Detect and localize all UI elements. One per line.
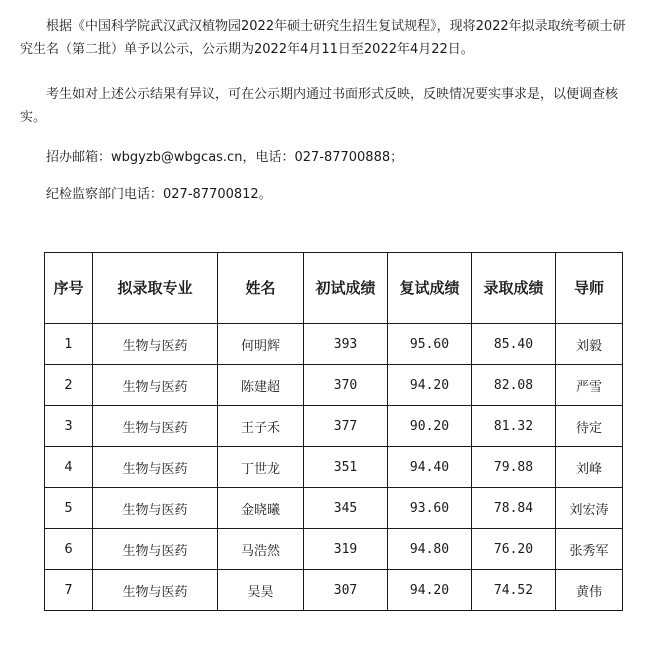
cell-advisor: 严雪	[556, 365, 623, 406]
notice-paragraph-objection: 考生如对上述公示结果有异议，可在公示期内通过书面形式反映，反映情况要实事求是，以便调查核实。	[20, 87, 619, 125]
cell-admission-score: 78.84	[472, 488, 556, 529]
cell-admission-score: 74.52	[472, 570, 556, 611]
cell-seq: 2	[45, 365, 93, 406]
cell-advisor: 黄伟	[556, 570, 623, 611]
cell-initial-score: 351	[304, 447, 388, 488]
header-major: 拟录取专业	[93, 253, 218, 324]
cell-major: 生物与医药	[93, 365, 218, 406]
cell-retest-score: 94.20	[388, 570, 472, 611]
cell-retest-score: 95.60	[388, 324, 472, 365]
cell-major: 生物与医药	[93, 488, 218, 529]
table-row	[45, 529, 623, 570]
cell-advisor: 刘毅	[556, 324, 623, 365]
table-row	[45, 488, 623, 529]
header-admission-score: 录取成绩	[472, 253, 556, 324]
cell-admission-score: 79.88	[472, 447, 556, 488]
table-header-row	[45, 253, 623, 324]
cell-name: 马浩然	[218, 529, 304, 570]
table-row	[45, 324, 623, 365]
cell-name: 丁世龙	[218, 447, 304, 488]
table-row	[45, 365, 623, 406]
cell-name: 吴昊	[218, 570, 304, 611]
notice-paragraph-contact-email: 招办邮箱：wbgyzb@wbgcas.cn，电话：027-87700888；	[46, 150, 404, 165]
cell-major: 生物与医药	[93, 447, 218, 488]
table-row	[45, 406, 623, 447]
cell-seq: 3	[45, 406, 93, 447]
cell-admission-score: 76.20	[472, 529, 556, 570]
cell-admission-score: 82.08	[472, 365, 556, 406]
cell-major: 生物与医药	[93, 570, 218, 611]
cell-initial-score: 377	[304, 406, 388, 447]
cell-initial-score: 393	[304, 324, 388, 365]
admission-table	[44, 252, 623, 611]
header-initial-score: 初试成绩	[304, 253, 388, 324]
notice-paragraph-intro: 根据《中国科学院武汉武汉植物园2022年硕士研究生招生复试规程》，现将2022年拟录取统考硕士研究生名（第二批）单予以公示，公示期为2022年4月11日至2022年4月22日。	[20, 19, 626, 57]
cell-admission-score: 85.40	[472, 324, 556, 365]
cell-name: 何明辉	[218, 324, 304, 365]
cell-name: 金晓曦	[218, 488, 304, 529]
table-row	[45, 447, 623, 488]
header-name: 姓名	[218, 253, 304, 324]
cell-name: 王子禾	[218, 406, 304, 447]
cell-advisor: 刘宏涛	[556, 488, 623, 529]
cell-major: 生物与医药	[93, 324, 218, 365]
notice-paragraph-discipline-phone: 纪检监察部门电话：027-87700812。	[46, 187, 272, 202]
cell-retest-score: 94.80	[388, 529, 472, 570]
cell-name: 陈建超	[218, 365, 304, 406]
cell-seq: 4	[45, 447, 93, 488]
cell-advisor: 张秀军	[556, 529, 623, 570]
header-retest-score: 复试成绩	[388, 253, 472, 324]
cell-advisor: 刘峰	[556, 447, 623, 488]
cell-seq: 7	[45, 570, 93, 611]
cell-retest-score: 94.20	[388, 365, 472, 406]
cell-seq: 1	[45, 324, 93, 365]
cell-initial-score: 345	[304, 488, 388, 529]
cell-major: 生物与医药	[93, 406, 218, 447]
cell-advisor: 待定	[556, 406, 623, 447]
cell-initial-score: 370	[304, 365, 388, 406]
header-seq: 序号	[45, 253, 93, 324]
cell-retest-score: 90.20	[388, 406, 472, 447]
cell-retest-score: 94.40	[388, 447, 472, 488]
cell-initial-score: 307	[304, 570, 388, 611]
cell-initial-score: 319	[304, 529, 388, 570]
cell-seq: 6	[45, 529, 93, 570]
cell-retest-score: 93.60	[388, 488, 472, 529]
cell-major: 生物与医药	[93, 529, 218, 570]
cell-seq: 5	[45, 488, 93, 529]
cell-admission-score: 81.32	[472, 406, 556, 447]
table-row	[45, 570, 623, 611]
header-advisor: 导师	[556, 253, 623, 324]
